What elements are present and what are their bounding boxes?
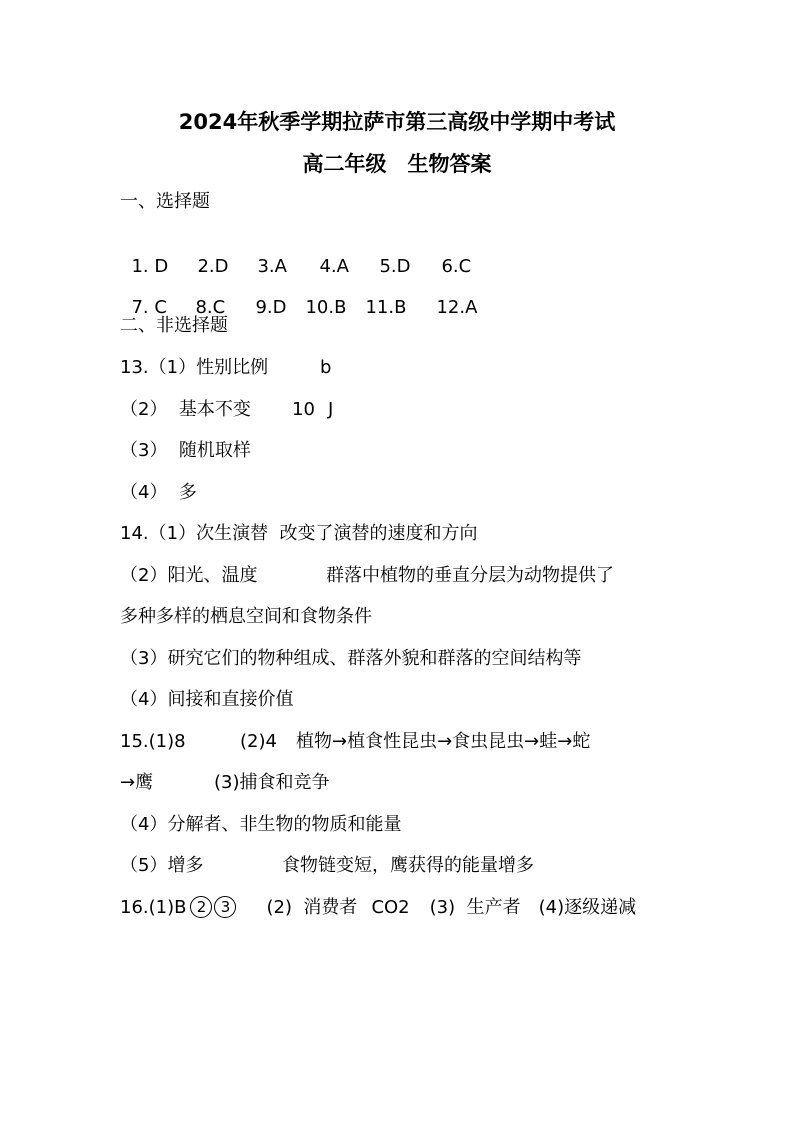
q15-part1: 15.(1)8 (2)4 植物→植食性昆虫→食虫昆虫→蛙→蛇 [120,731,591,752]
q14-part2: （2）阳光、温度 群落中植物的垂直分层为动物提供了 [120,565,614,586]
mc-answer: 4.A [319,256,349,277]
mc-answer: 3.A [257,256,287,277]
mc-answer: 7. C [131,297,167,318]
q14-part4: （4）间接和直接价值 [120,689,294,710]
q13-part1: 13.（1）性别比例 b [120,357,332,378]
page-subtitle: 高二年级 生物答案 [302,152,492,176]
q15-part5: （5）增多 食物链变短，鹰获得的能量增多 [120,855,534,876]
q15-part1-cont: →鹰 (3)捕食和竞争 [120,772,330,793]
page-title: 2024年秋季学期拉萨市第三高级中学期中考试 [178,110,616,134]
q16-answers: 16.(1)B 2 3 (2) 消费者 CO2 (3) 生产者 (4)逐级递减 [120,897,637,918]
section-multiple-choice: 一、选择题 [120,191,210,212]
section-non-multiple-choice: 二、非选择题 [120,315,228,336]
mc-answer: 5.D [379,256,411,277]
mc-row-2 [120,272,477,320]
circled-number: 3 [214,896,236,918]
mc-answer: 6.C [441,256,472,277]
q15-part4: （4）分解者、非生物的物质和能量 [120,814,402,835]
q13-part2: （2） 基本不变 10 J [120,399,334,420]
mc-answer: 8.C [195,297,226,318]
mc-answer: 9.D [255,297,287,318]
q14-part1: 14.（1）次生演替 改变了演替的速度和方向 [120,523,478,544]
mc-answer: 10.B [305,297,347,318]
q13-part3: （3） 随机取样 [120,440,251,461]
circled-number: 2 [190,896,212,918]
q14-part3: （3）研究它们的物种组成、群落外貌和群落的空间结构等 [120,648,582,669]
q14-part2-cont: 多种多样的栖息空间和食物条件 [120,606,372,627]
mc-answer: 11.B [365,297,407,318]
q13-part4: （4） 多 [120,482,197,503]
mc-answer: 12.A [436,297,478,318]
mc-answer: 1. D [131,256,169,277]
mc-answer: 2.D [197,256,229,277]
